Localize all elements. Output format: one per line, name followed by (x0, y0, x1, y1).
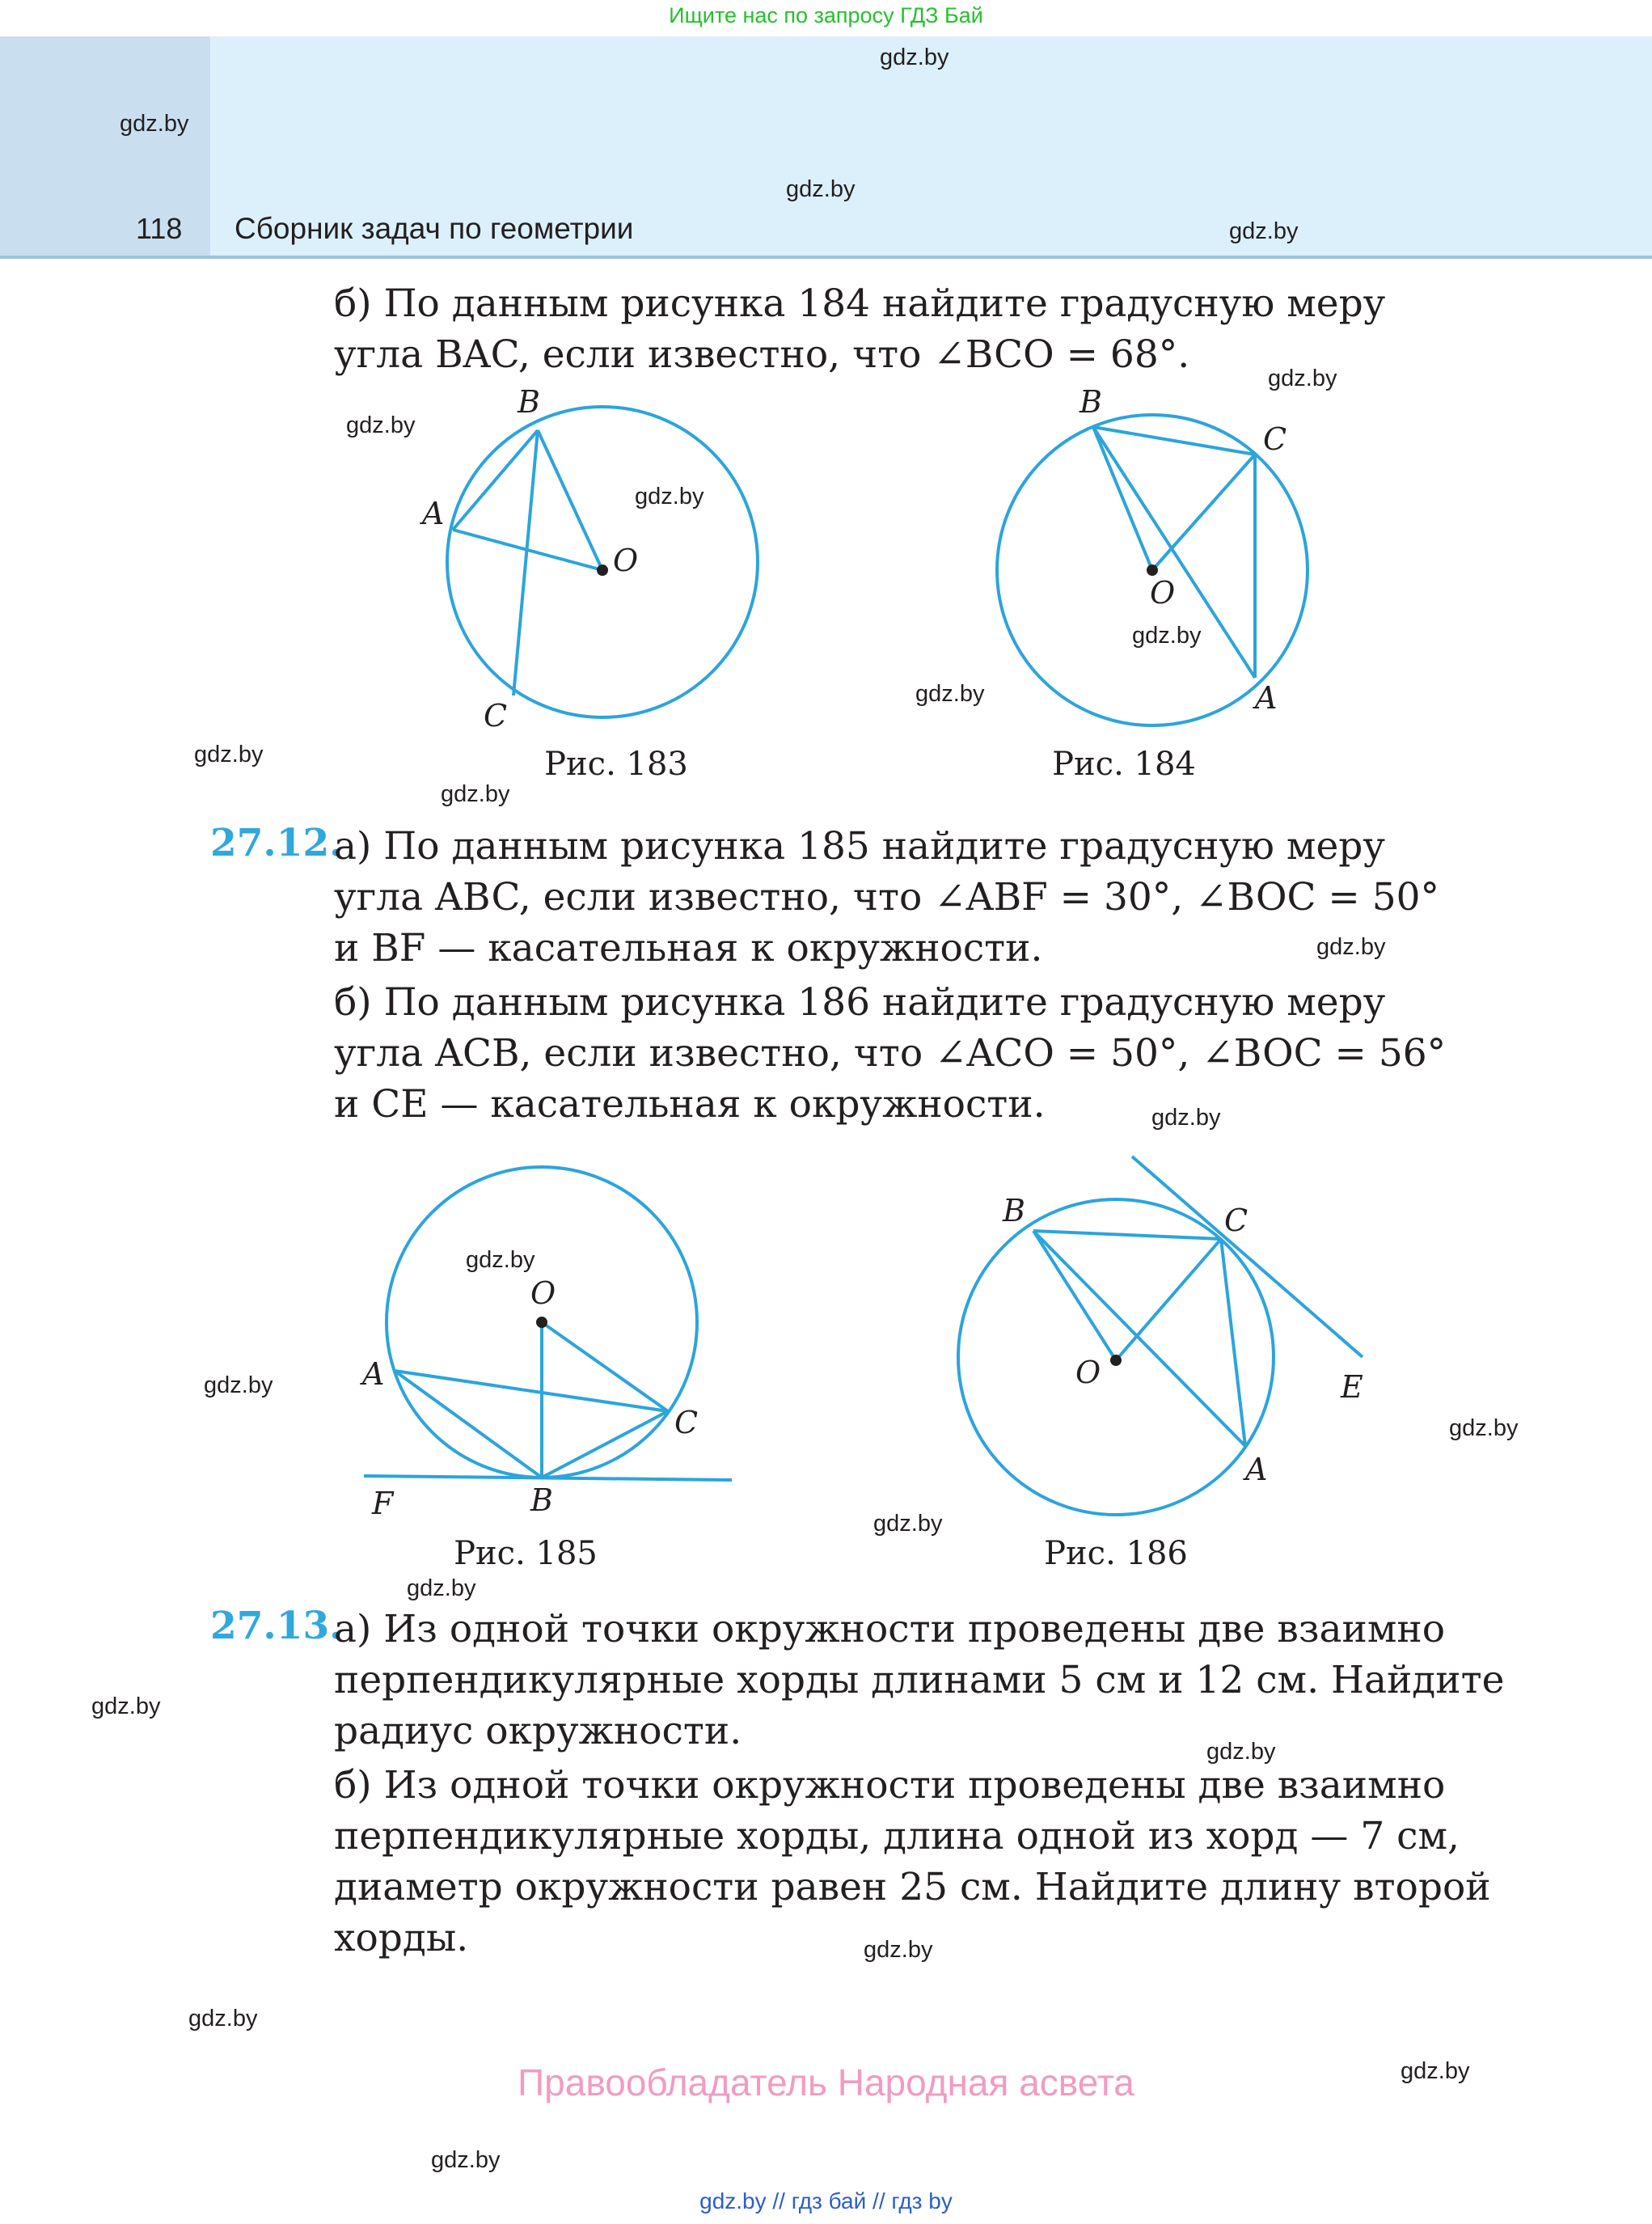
text-line: б) По данным рисунка 186 найдите градусную меру (334, 980, 1386, 1025)
watermark: gdz.by (407, 1575, 476, 1601)
label-C: C (1224, 1203, 1249, 1238)
label-B: B (530, 1482, 553, 1518)
problem-27-13b (334, 1760, 1516, 1964)
watermark: gdz.by (1229, 218, 1299, 244)
label-A: A (362, 1356, 385, 1392)
problem-number-27-13: 27.13. (210, 1604, 343, 1648)
text-line: перпендикулярные хорды, длина одной из хорд — 7 см, (334, 1814, 1460, 1858)
text-line: угла BAC, если известно, что ∠BCO = 68°. (334, 332, 1190, 377)
label-C: C (484, 698, 508, 734)
watermark: gdz.by (915, 681, 985, 707)
text-line: б) По данным рисунка 184 найдите градусную меру (334, 281, 1386, 326)
caption-183: Рис. 183 (544, 746, 688, 783)
figure-183 (404, 380, 776, 752)
watermark: gdz.by (346, 412, 416, 438)
label-O: O (1075, 1355, 1101, 1390)
figure-184 (970, 380, 1342, 752)
label-F: F (372, 1486, 394, 1521)
watermark: gdz.by (1268, 366, 1337, 391)
watermark: gdz.by (188, 2006, 258, 2032)
problem-27-12b (334, 977, 1516, 1130)
caption-185: Рис. 185 (454, 1535, 598, 1572)
label-B: B (1080, 384, 1102, 420)
watermark: gdz.by (204, 1372, 273, 1398)
label-B: B (1003, 1193, 1025, 1228)
watermark: gdz.by (1206, 1739, 1276, 1765)
text-line: диаметр окружности равен 25 см. Найдите длину второй (334, 1865, 1491, 1909)
text-line: хорды. (334, 1916, 469, 1960)
watermark: gdz.by (120, 111, 189, 137)
label-C: C (674, 1405, 699, 1440)
figure-185 (340, 1148, 760, 1537)
watermark: gdz.by (466, 1247, 535, 1273)
watermark: gdz.by (873, 1511, 943, 1537)
text-line: угла ACB, если известно, что ∠ACO = 50°, ∠BOC = 56° (334, 1031, 1447, 1076)
problem-27-11b (334, 278, 1516, 380)
text-line: а) По данным рисунка 185 найдите градусную меру (334, 824, 1386, 869)
caption-186: Рис. 186 (1044, 1535, 1188, 1572)
watermark: gdz.by (635, 484, 704, 509)
label-A: A (422, 496, 445, 531)
header-rule (0, 256, 1652, 259)
watermark: gdz.by (431, 2147, 501, 2173)
caption-184: Рис. 184 (1052, 746, 1196, 783)
label-O: O (613, 543, 639, 578)
label-C: C (1263, 421, 1287, 457)
watermark: gdz.by (1132, 623, 1202, 649)
text-line: радиус окружности. (334, 1709, 742, 1753)
label-B: B (518, 384, 540, 420)
label-A: A (1255, 680, 1278, 716)
watermark: gdz.by (194, 742, 264, 767)
text-line: и BF — касательная к окружности. (334, 926, 1043, 970)
watermark: gdz.by (441, 781, 510, 807)
footer-links[interactable]: gdz.by // гдз бай // гдз by (699, 2188, 953, 2213)
watermark: gdz.by (1449, 1415, 1519, 1441)
label-O: O (530, 1275, 556, 1311)
watermark: gdz.by (91, 1693, 161, 1719)
text-line: и CE — касательная к окружности. (334, 1082, 1046, 1127)
label-E: E (1341, 1369, 1363, 1405)
page-number: 118 (136, 212, 183, 245)
watermark: gdz.by (1401, 2058, 1470, 2084)
figure-186 (946, 1148, 1399, 1528)
text-line: а) Из одной точки окружности проведены две взаимно (334, 1607, 1446, 1651)
text-line: перпендикулярные хорды длинами 5 см и 12 см. Найдите (334, 1658, 1505, 1702)
copyright-notice: Правообладатель Народная асвета (518, 2061, 1134, 2103)
problem-27-13a (334, 1604, 1516, 1757)
label-O: O (1150, 575, 1176, 611)
watermark: gdz.by (880, 44, 949, 70)
watermark: gdz.by (786, 176, 856, 202)
problem-number-27-12: 27.12. (210, 821, 343, 865)
top-note: Ищите нас по запросу ГДЗ Бай (669, 3, 983, 27)
watermark: gdz.by (1151, 1105, 1221, 1131)
label-A: A (1245, 1452, 1268, 1487)
running-title: Сборник задач по геометрии (234, 212, 634, 245)
watermark: gdz.by (864, 1937, 933, 1963)
text-line: угла ABC, если известно, что ∠ABF = 30°, ∠BOC = 50° (334, 875, 1440, 920)
text-line: б) Из одной точки окружности проведены две взаимно (334, 1763, 1446, 1808)
watermark: gdz.by (1316, 934, 1386, 960)
